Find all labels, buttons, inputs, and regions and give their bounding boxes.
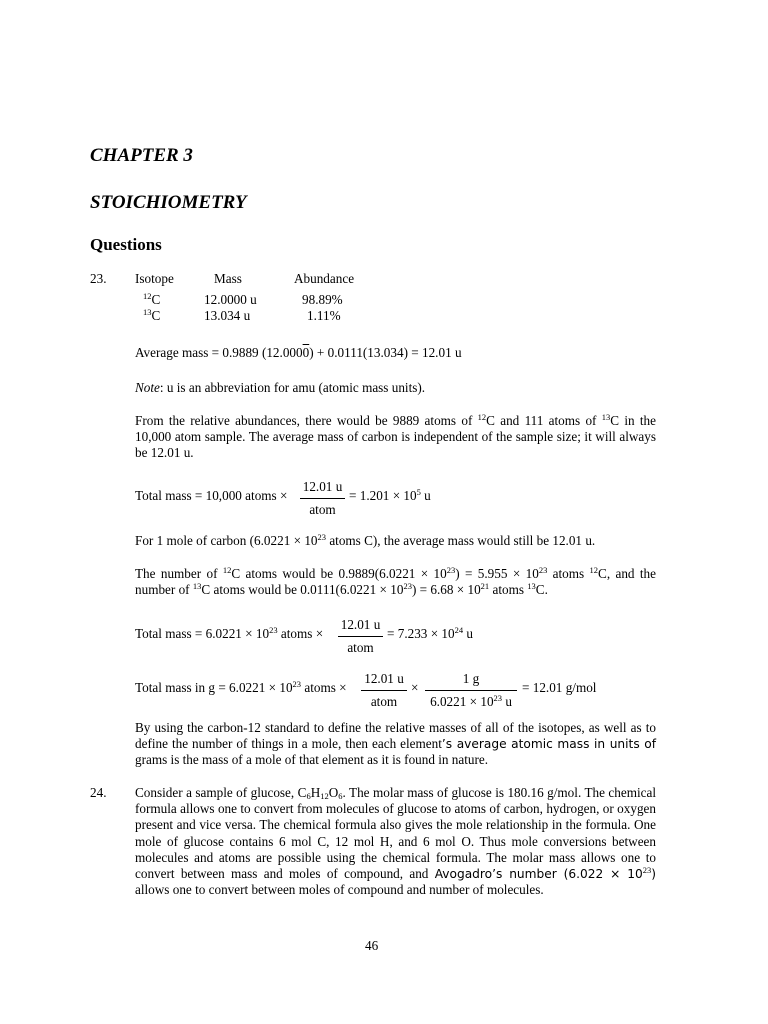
paragraph-carbon-12-standard: By using the carbon-12 standard to define the relative masses of all of the isotopes, as well as to define the number of things in a mole, then each element’s average atomic mass in units of grams is the mass of a mole of that element as it is found in nature. bbox=[135, 720, 656, 768]
table-cell-isotope: $^{13}$C bbox=[143, 307, 161, 323]
table-cell-isotope: $^{12}$C bbox=[143, 291, 161, 307]
table-header-abundance: Abundance bbox=[294, 271, 355, 286]
table-header-isotope: Isotope bbox=[135, 271, 174, 286]
paragraph-abundances: From the relative abundances, there would be 9889 atoms of $^{12}$C and 111 atoms of $^{13}$C in the 10,000 atom sample. The average mass of carbon is independent of the sample size; it will always be 12.01 u. bbox=[135, 412, 657, 461]
paragraph-mole: For 1 mole of carbon ($6.0221 \times 10^{23}$ atoms C), the average mass would still be 12.01 u. bbox=[135, 532, 596, 548]
note: Note: u is an abbreviation for amu (atomic mass units). bbox=[135, 380, 426, 395]
equation-left: Total mass in $g = 6.0221 \times 10^{23}$ atoms × bbox=[135, 679, 347, 695]
chapter-title: STOICHIOMETRY bbox=[90, 192, 247, 213]
table-cell-abundance: 98.89% bbox=[302, 292, 343, 307]
times-sign: × bbox=[411, 680, 419, 695]
fraction: 12.01 u atom bbox=[300, 479, 345, 518]
equation-right: = $1.201 \times 10^5$ u bbox=[349, 487, 431, 503]
fraction: 12.01 u atom bbox=[338, 617, 383, 656]
equation-right: = 12.01 g/mol bbox=[522, 680, 597, 695]
equation-right: = $7.233 \times 10^{24}$ u bbox=[387, 625, 474, 641]
equation-left: Total mass = 10,000 atoms × bbox=[135, 488, 288, 503]
fraction: $\frac{1 g}{6.0221 \times 10^{23} u}$ bbox=[425, 671, 517, 710]
table-header-mass: Mass bbox=[214, 271, 242, 286]
paragraph-glucose: Consider a sample of glucose, $C_6H_{12}O_6$. The molar mass of glucose is 180.16 g/mol. The chemical formula allows one to convert from molecules of glucose to atoms of carbon, hydrogen, or oxygen present and vice versa. The chemical formula also gives the mole relationship in the formula. One mole of glucose contains 6 mol C, 12 mol H, and 6 mol O. Thus mole conversions between molecules and atoms are possible using the chemical formula. The molar mass allows one to convert between mass and moles of compound, and Avogadro’s number $(6.022 \times 10^{23})$ allows one to convert between moles of compound and number of molecules. bbox=[135, 785, 656, 898]
chapter-heading: CHAPTER 3 bbox=[90, 145, 193, 166]
page-number: 46 bbox=[365, 938, 379, 953]
table-cell-abundance: 1.11% bbox=[307, 308, 341, 323]
question-number-23: 23. bbox=[90, 271, 107, 286]
paragraph-number-of-atoms: The number of $^{12}$C atoms would be $0.9889(6.0221 \times 10^{23}) = 5.955 \times 10^{23}$ atoms $^{12}$C, and the number of $^{13}$C atoms would be $0.0111(6.0221 \times 10^{23}) = 6.68 \times 10^{21}$ atoms $^{13}$C. bbox=[135, 565, 656, 597]
table-cell-mass: 12.0000 u bbox=[204, 292, 257, 307]
question-number-24: 24. bbox=[90, 785, 107, 800]
table-cell-mass: 13.034 u bbox=[204, 308, 251, 323]
section-heading: Questions bbox=[90, 235, 162, 254]
fraction: 12.01 u atom bbox=[361, 671, 407, 710]
equation-left: Total mass = $6.0221 \times 10^{23}$ atoms × bbox=[135, 625, 324, 641]
average-mass-equation: Average mass = 0.9889 (12.0000) + 0.0111(13.034) = 12.01 u bbox=[135, 345, 462, 360]
